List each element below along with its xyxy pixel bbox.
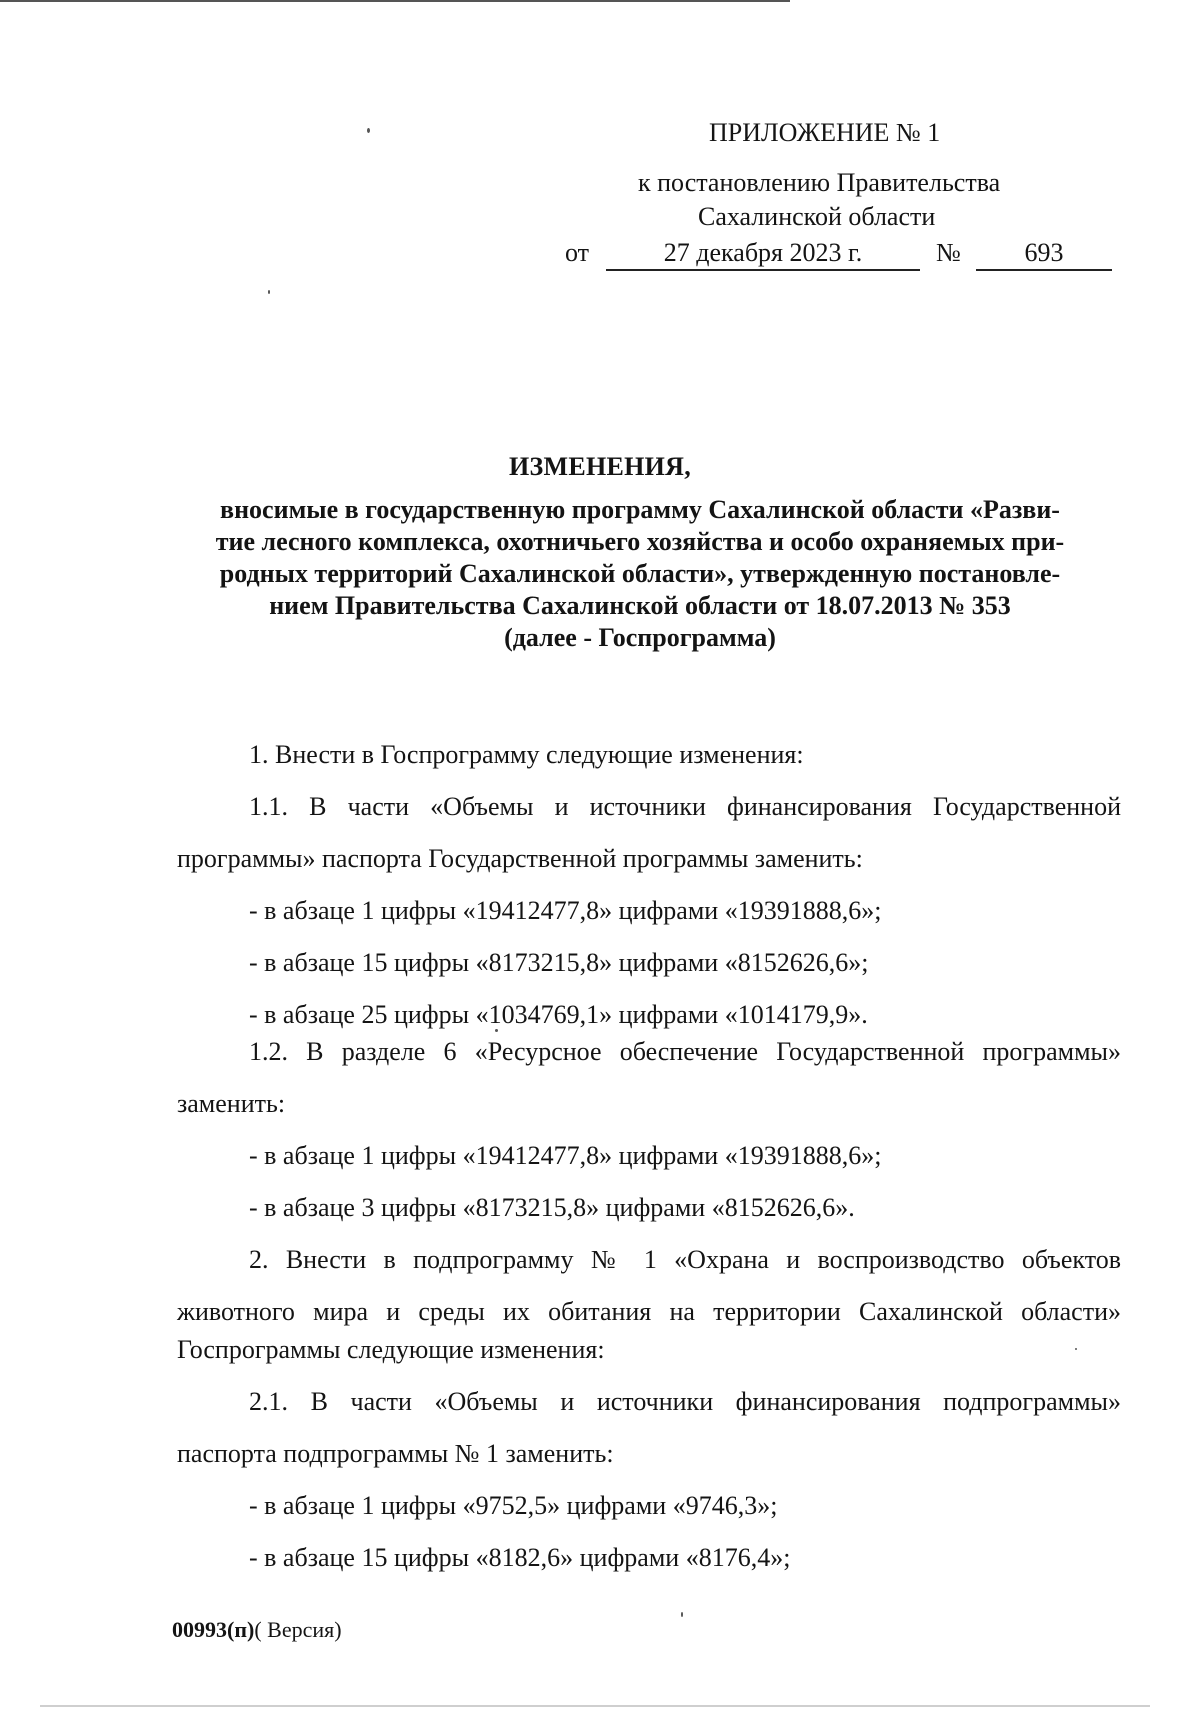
subtitle-line: родных территорий Сахалинской области», утвержденную постановле- — [219, 559, 1061, 588]
top-scan-rule — [0, 0, 790, 2]
body-line: - в абзаце 15 цифры «8173215,8» цифрами «8152626,6»; — [249, 948, 869, 977]
body-line: 2.1. В части «Объемы и источники финансирования подпрограммы» — [249, 1387, 1121, 1416]
subtitle-line: вносимые в государственную программу Сахалинской области «Разви- — [220, 495, 1060, 524]
scan-speck — [681, 1612, 683, 1617]
body-line: 1.2. В разделе 6 «Ресурсное обеспечение Государственной программы» — [249, 1037, 1121, 1066]
decree-date-field: 27 декабря 2023 г. — [606, 238, 920, 271]
footer-code: 00993(п) — [172, 1617, 255, 1642]
scan-speck — [268, 290, 270, 294]
body-line: 1. Внести в Госпрограмму следующие изменения: — [249, 740, 804, 769]
appendix-from-label: от — [565, 238, 590, 267]
body-line: - в абзаце 25 цифры «1034769,1» цифрами «1014179,9». — [249, 1000, 868, 1029]
decree-number-label: № — [936, 238, 961, 267]
bottom-scan-rule — [40, 1705, 1150, 1707]
body-line: - в абзаце 1 цифры «19412477,8» цифрами «19391888,6»; — [249, 896, 882, 925]
body-line: заменить: — [177, 1089, 286, 1118]
body-line: - в абзаце 1 цифры «19412477,8» цифрами «19391888,6»; — [249, 1141, 882, 1170]
appendix-region: Сахалинской области — [698, 202, 936, 231]
body-line: паспорта подпрограммы № 1 заменить: — [177, 1439, 614, 1468]
decree-number-field: 693 — [976, 238, 1112, 271]
body-line: 1.1. В части «Объемы и источники финансирования Государственной — [249, 792, 1121, 821]
body-line: - в абзаце 1 цифры «9752,5» цифрами «9746,3»; — [249, 1491, 778, 1520]
subtitle-line: нием Правительства Сахалинской области от 18.07.2013 № 353 — [269, 591, 1011, 620]
body-line: - в абзаце 3 цифры «8173215,8» цифрами «8152626,6». — [249, 1193, 855, 1222]
document-title: ИЗМЕНЕНИЯ, — [508, 452, 692, 481]
document-footer — [172, 1617, 342, 1643]
body-line: - в абзаце 15 цифры «8182,6» цифрами «8176,4»; — [249, 1543, 791, 1572]
subtitle-line: тие лесного комплекса, охотничьего хозяйства и особо охраняемых при- — [215, 527, 1065, 556]
document-subtitle — [170, 494, 1110, 654]
scan-speck — [1075, 1348, 1077, 1350]
body-line: 2. Внести в подпрограмму № 1 «Охрана и воспроизводство объектов — [249, 1245, 1121, 1274]
appendix-title: ПРИЛОЖЕНИЕ № 1 — [709, 118, 941, 147]
footer-version: ( Версия) — [254, 1617, 342, 1642]
appendix-to-decree: к постановлению Правительства — [638, 168, 1001, 197]
subtitle-line: (далее - Госпрограмма) — [504, 623, 776, 652]
body-line: животного мира и среды их обитания на территории Сахалинской области» — [177, 1297, 1121, 1326]
body-line: Госпрограммы следующие изменения: — [177, 1335, 605, 1364]
body-line: программы» паспорта Государственной программы заменить: — [177, 844, 863, 873]
scan-speck — [367, 128, 370, 133]
